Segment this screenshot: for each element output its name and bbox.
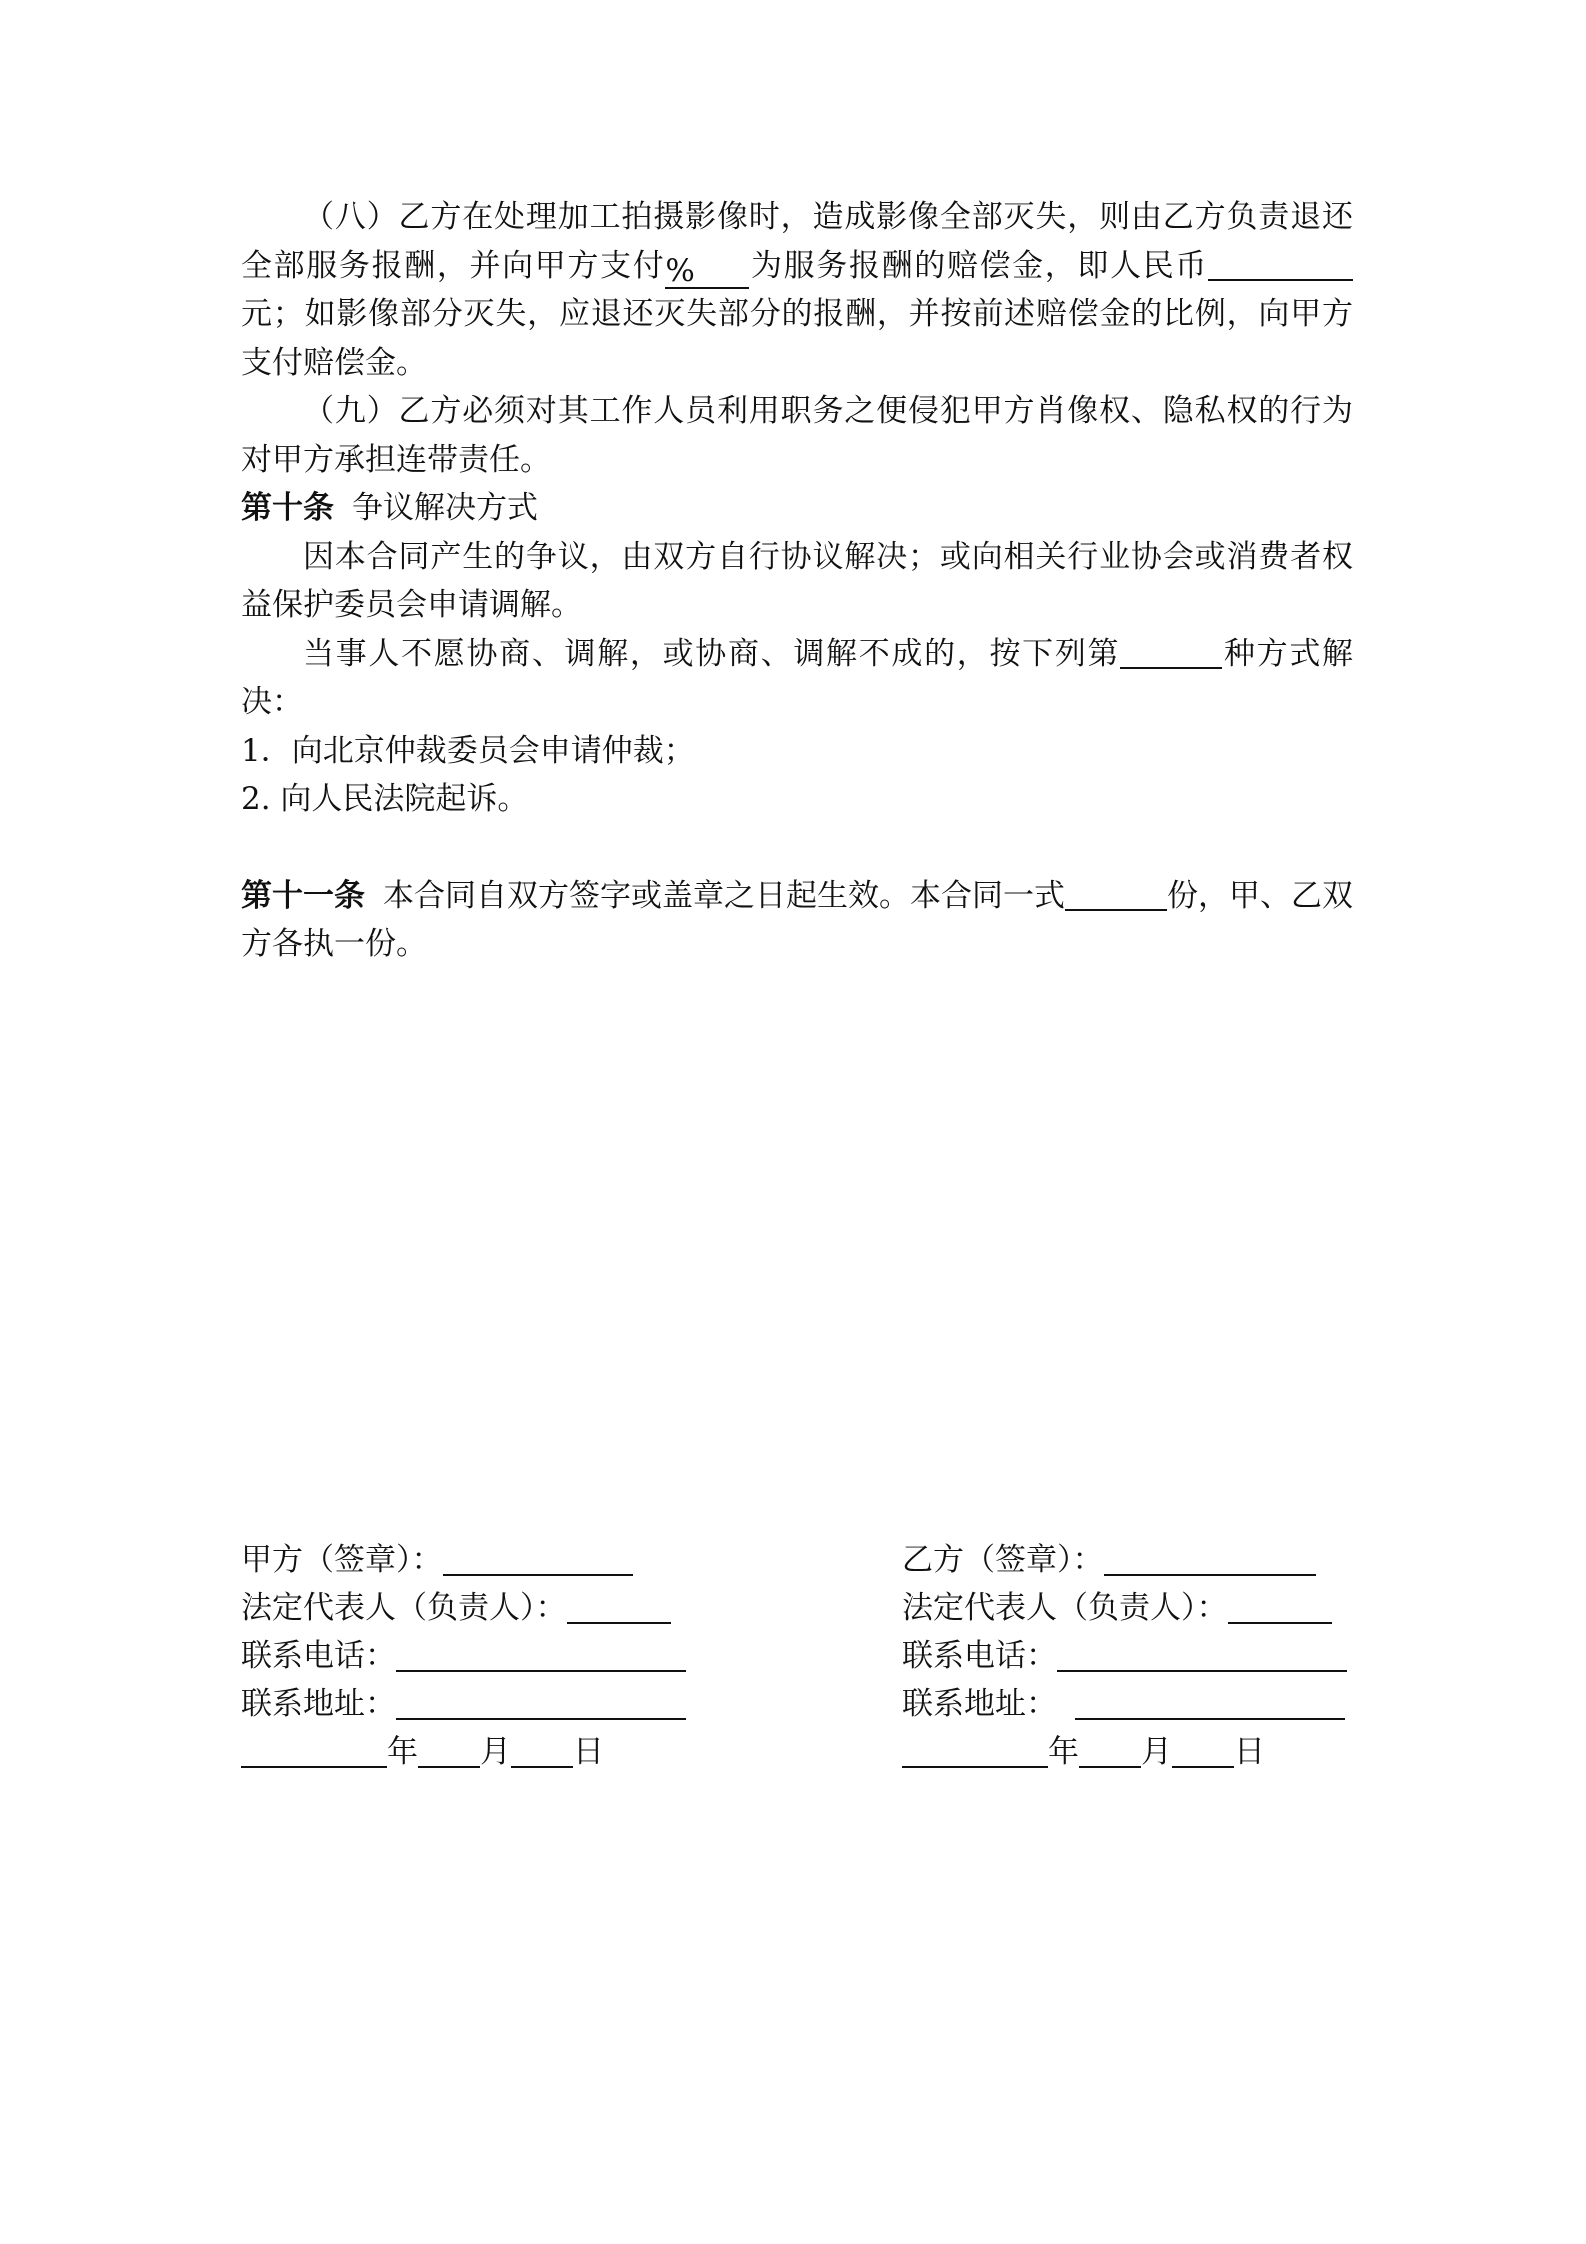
article-10-title: 争议解决方式 <box>352 490 538 526</box>
party-b-seal-label: 乙方（签章）： <box>902 1542 1104 1578</box>
party-a-signature-block <box>241 1536 681 1776</box>
contract-body <box>241 193 1353 969</box>
article-10-paragraph-2 <box>241 630 1353 727</box>
party-b-phone-field[interactable] <box>1057 1637 1347 1672</box>
party-a-year-field[interactable] <box>241 1733 387 1768</box>
article-11 <box>241 872 1353 969</box>
article-11-text: 本合同自双方签字或盖章之日起生效。本合同一式 <box>383 877 1065 914</box>
party-a-seal-field[interactable] <box>443 1541 633 1576</box>
article-10-paragraph-1: 因本合同产生的争议，由双方自行协议解决；或向相关行业协会或消费者权益保护委员会申请调解。 <box>241 538 1353 623</box>
clause-8-text: （八）乙方在处理加工拍摄影像时，造成影像全部灭失，则由乙方负责退还全部服务报酬，并向甲方支付 <box>241 199 1353 284</box>
party-b-month-field[interactable] <box>1079 1733 1141 1768</box>
article-10-p2-text: 当事人不愿协商、调解，或协商、调解不成的，按下列第 <box>303 635 1121 672</box>
party-b-address-field[interactable] <box>1075 1685 1345 1720</box>
clause-8-text-3: 元；如影像部分灭失，应退还灭失部分的报酬，并按前述赔偿金的比例，向甲方支付赔偿金。 <box>241 296 1353 381</box>
dispute-method-blank[interactable] <box>1120 635 1222 670</box>
party-a-rep-field[interactable] <box>567 1589 671 1624</box>
party-a-address-field[interactable] <box>396 1685 686 1720</box>
party-b-day-field[interactable] <box>1172 1733 1234 1768</box>
party-a-year-label: 年 <box>387 1734 418 1770</box>
party-b-year-field[interactable] <box>902 1733 1048 1768</box>
party-a-day-field[interactable] <box>511 1733 573 1768</box>
party-b-address-label: 联系地址： <box>902 1686 1057 1722</box>
party-a-month-field[interactable] <box>418 1733 480 1768</box>
party-a-rep-label: 法定代表人（负责人）： <box>241 1590 567 1626</box>
dispute-option-2: 2. 向人民法院起诉。 <box>241 781 529 817</box>
party-a-phone-field[interactable] <box>396 1637 686 1672</box>
party-b-phone-label: 联系电话： <box>902 1638 1057 1674</box>
compensation-percent-blank[interactable] <box>665 254 749 289</box>
party-b-day-label: 日 <box>1234 1734 1265 1770</box>
party-b-year-label: 年 <box>1048 1734 1079 1770</box>
clause-9: （九）乙方必须对其工作人员利用职务之便侵犯甲方肖像权、隐私权的行为对甲方承担连带责任。 <box>241 393 1353 478</box>
article-10-heading <box>241 484 1353 533</box>
article-10-number: 第十条 <box>241 490 334 526</box>
party-a-day-label: 日 <box>573 1734 604 1770</box>
party-b-rep-label: 法定代表人（负责人）： <box>902 1590 1228 1626</box>
copies-count-blank[interactable] <box>1065 877 1167 912</box>
article-10-p2-text-2: 种方式解决： <box>241 635 1354 720</box>
rmb-amount-blank[interactable] <box>1208 247 1353 282</box>
party-b-rep-field[interactable] <box>1228 1589 1332 1624</box>
percent-sign: % <box>665 253 695 290</box>
party-b-signature-block <box>902 1536 1342 1776</box>
party-a-seal-label: 甲方（签章）： <box>241 1542 443 1578</box>
party-a-address-label: 联系地址： <box>241 1686 396 1722</box>
article-11-text-2: 份，甲、乙双方各执一份。 <box>241 877 1353 962</box>
clause-8 <box>241 193 1353 387</box>
party-b-seal-field[interactable] <box>1104 1541 1316 1576</box>
dispute-option-1: 1．向北京仲裁委员会申请仲裁； <box>241 732 695 769</box>
party-b-month-label: 月 <box>1141 1734 1172 1770</box>
clause-8-text-2: 为服务报酬的赔偿金，即人民币 <box>749 247 1209 284</box>
party-a-month-label: 月 <box>480 1734 511 1770</box>
party-a-phone-label: 联系电话： <box>241 1638 396 1674</box>
article-11-number: 第十一条 <box>241 877 365 914</box>
